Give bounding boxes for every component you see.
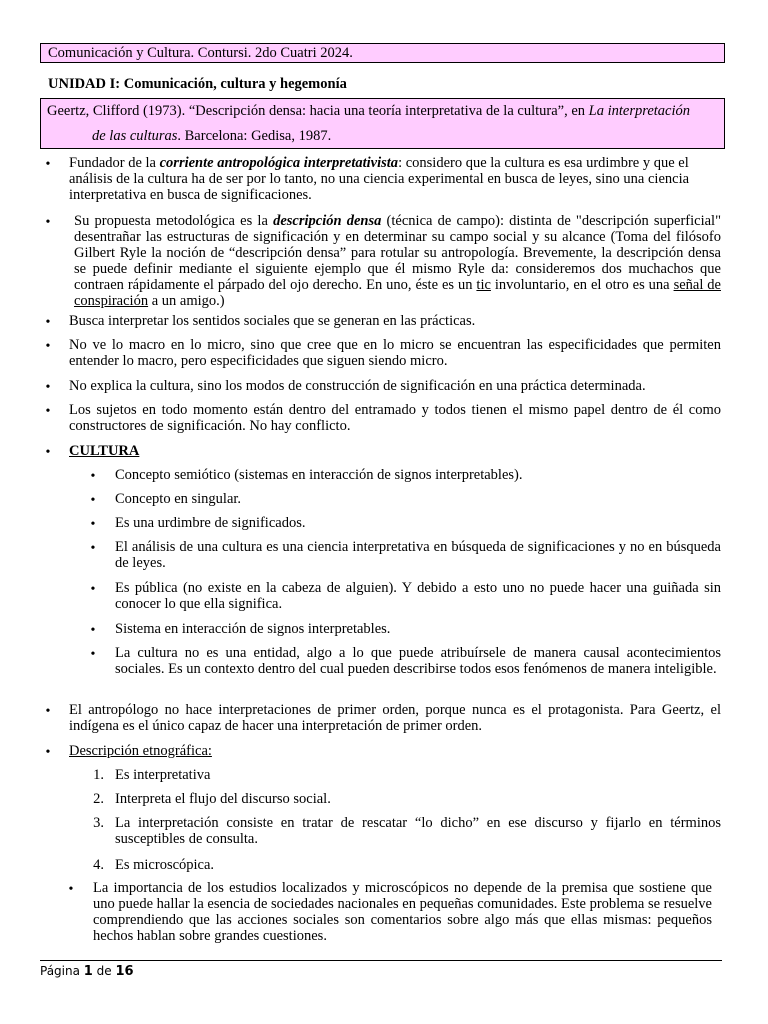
list-item-founder: [69, 155, 721, 203]
sublist-item: Sistema en interacción de signos interpretables.: [115, 621, 391, 637]
bullet-marker: •: [45, 704, 51, 719]
reference-publisher: . Barcelona: Gedisa, 1987.: [177, 128, 332, 144]
section-heading-cultura: CULTURA: [69, 443, 140, 459]
list-number: 2.: [93, 791, 104, 807]
list-number: 4.: [93, 857, 104, 873]
bullet-marker: •: [45, 157, 51, 172]
list-item: El antropólogo no hace interpretaciones de primer orden, porque nunca es el protagonista. Para Geertz, el indígena es el único capaz de hacer una interpretación de primer orden.: [69, 702, 721, 734]
sublist-item: Concepto semiótico (sistemas en interacción de signos interpretables).: [115, 467, 523, 483]
bibliographic-reference: [40, 98, 725, 149]
list-number: 1.: [93, 767, 104, 783]
reference-text: Geertz, Clifford (1973). “Descripción densa: hacia una teoría interpretativa de la cultura”, en: [47, 103, 589, 119]
sublist-item: La cultura no es una entidad, algo a lo que puede atribuírsele de manera causal acontecimientos sociales. Es un contexto dentro del cual pueden describirse todos esos fenómenos de manera inteligible.: [115, 645, 721, 677]
bullet-marker: •: [45, 404, 51, 419]
sublist-item: El análisis de una cultura es una ciencia interpretativa en búsqueda de significaciones y no en búsqueda de leyes.: [115, 539, 721, 571]
bullet-marker: •: [90, 493, 96, 508]
bullet-marker: •: [90, 582, 96, 597]
bullet-marker: •: [45, 745, 51, 760]
text-run: : considero que la cultura es esa urdimbre y que el análisis de la cultura ha de ser por lo tanto, no una ciencia experimental en busca de leyes, sino una ciencia interpretativa en busca de significaciones.: [69, 155, 690, 203]
total-pages: 16: [115, 964, 134, 979]
bullet-marker: •: [68, 882, 74, 897]
list-item-thick-description: [74, 213, 721, 309]
footer-divider: [40, 960, 722, 961]
bullet-marker: •: [90, 517, 96, 532]
bullet-marker: •: [45, 215, 51, 230]
list-item: Los sujetos en todo momento están dentro del entramado y todos tienen el mismo papel dentro de él como constructores de significación. No hay conflicto.: [69, 402, 721, 434]
bullet-marker: •: [45, 339, 51, 354]
numbered-item: Es microscópica.: [115, 857, 215, 873]
reference-book-title-a: La interpretación: [588, 103, 690, 119]
list-number: 3.: [93, 815, 104, 831]
text-run: involuntario, en el otro es una: [490, 277, 674, 293]
underlined-term: tic: [476, 277, 491, 293]
text-run: Fundador de la: [69, 155, 160, 171]
section-heading-etnografica: Descripción etnográfica:: [69, 743, 212, 759]
emphasis-term: corriente antropológica interpretativista: [159, 155, 399, 171]
sublist-item: Es una urdimbre de significados.: [115, 515, 306, 531]
bullet-marker: •: [90, 469, 96, 484]
bullet-marker: •: [90, 647, 96, 662]
numbered-item: Es interpretativa: [115, 767, 211, 783]
bullet-marker: •: [45, 445, 51, 460]
bullet-marker: •: [90, 623, 96, 638]
unit-title: UNIDAD I: Comunicación, cultura y hegemonía: [48, 76, 347, 92]
bullet-marker: •: [90, 541, 96, 556]
text-run: Su propuesta metodológica es la: [74, 213, 274, 229]
numbered-item: Interpreta el flujo del discurso social.: [115, 791, 331, 807]
list-item: No explica la cultura, sino los modos de construcción de significación en una práctica determinada.: [69, 378, 646, 394]
footer-label: Página: [40, 964, 84, 978]
reference-book-title-b: de las culturas: [92, 128, 178, 144]
course-header: Comunicación y Cultura. Contursi. 2do Cuatri 2024.: [40, 43, 725, 63]
emphasis-term: descripción densa: [273, 213, 382, 229]
underlined-term: señal de conspiración: [74, 277, 721, 309]
numbered-item: La interpretación consiste en tratar de rescatar “lo dicho” en ese discurso y fijarlo en términos susceptibles de consulta.: [115, 815, 721, 847]
list-item: Busca interpretar los sentidos sociales que se generan en las prácticas.: [69, 313, 476, 329]
list-item: La importancia de los estudios localizados y microscópicos no depende de la premisa que sostiene que uno puede hallar la esencia de sociedades nacionales en pequeñas comunidades. Este problema se resuelve comprendiendo que las acciones sociales son comentarios sobre algo más que ellas mismas: pequeños hechos hablan sobre grandes cuestiones.: [93, 880, 712, 944]
bullet-marker: •: [45, 380, 51, 395]
bullet-marker: •: [45, 315, 51, 330]
text-run: a un amigo.): [148, 293, 225, 309]
current-page-number: 1: [83, 964, 93, 979]
list-item: No ve lo macro en lo micro, sino que cree que en lo micro se encuentran las especificidades que permiten entender lo macro, pero especificidades que siguen siendo micro.: [69, 337, 721, 369]
sublist-item: Es pública (no existe en la cabeza de alguien). Y debido a esto uno no puede hacer una guiñada sin conocer lo que ella significa.: [115, 580, 721, 612]
text-run: (técnica de campo): distinta de "descripción superficial" desentrañar las estructuras de significación y en determinar su campo social y su alcance (Toma del filósofo Gilbert Ryle la noción de “descripción densa” para rotular su antropología. Brevemente, la descripción densa se puede definir mediante el siguiente ejemplo que él mismo Ryle da: consideremos dos muchachos que contraen rápidamente el párpado del ojo derecho. En uno, éste es un: [74, 213, 721, 293]
page-footer: [40, 963, 134, 980]
sublist-item: Concepto en singular.: [115, 491, 242, 507]
footer-separator: de: [92, 964, 116, 978]
